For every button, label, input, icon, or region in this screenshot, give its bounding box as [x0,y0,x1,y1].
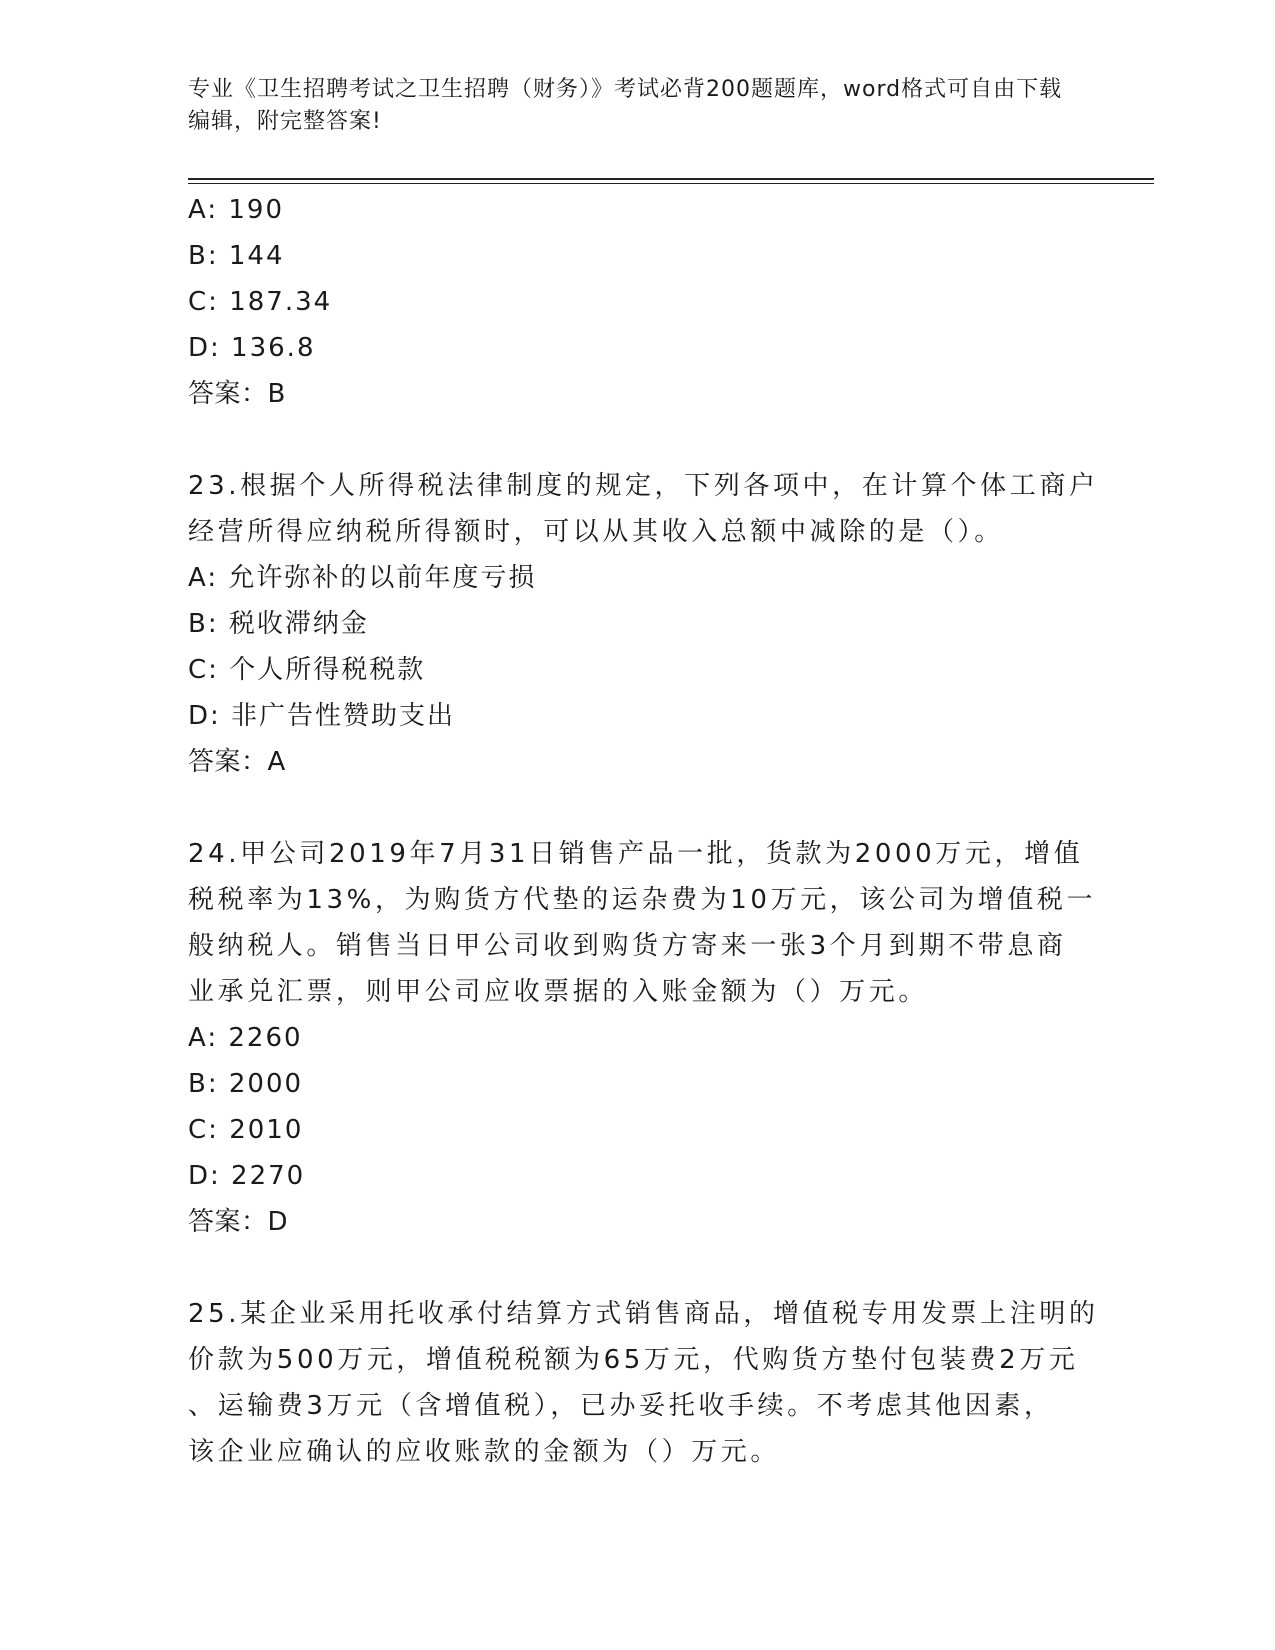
option-d [188,325,1088,371]
question-stem-line: 23.根据个人所得税法律制度的规定，下列各项中，在计算个体工商户 [188,471,1099,501]
option-text: 2010 [229,1115,304,1145]
question-25 [188,1291,1099,1475]
prev-question [188,187,1088,417]
question-stem-line: 经营所得应纳税所得额时，可以从其收入总额中减除的是（）。 [188,517,1004,547]
option-letter: D: [188,333,221,363]
option-b [188,601,1088,647]
option-letter: A: [188,1023,219,1053]
question-stem-line: 、运输费3万元（含增值税），已办妥托收手续。不考虑其他因素， [188,1391,1054,1421]
answer-line: 答案：B [188,379,286,409]
option-letter: C: [188,287,219,317]
option-text: 2000 [228,1069,304,1099]
spacer [188,1245,1088,1291]
option-text: 187.34 [229,287,333,317]
option-letter: D: [188,1161,221,1191]
spacer [188,417,1088,463]
option-text: 136.8 [231,333,316,363]
question-23 [188,463,1099,785]
option-b [188,233,1088,279]
option-text: 个人所得税税款 [229,655,426,685]
option-c [188,1107,1088,1153]
question-stem-line: 税税率为13%，为购货方代垫的运杂费为10万元，该公司为增值税一 [188,885,1097,915]
spacer [188,785,1088,831]
option-text: 非广告性赞助支出 [231,701,456,731]
option-text: 税收滞纳金 [228,609,369,639]
header-rule-thick [188,178,1154,180]
option-a [188,555,1088,601]
question-stem-line: 业承兑汇票，则甲公司应收票据的入账金额为（）万元。 [188,977,929,1007]
option-letter: B: [188,609,219,639]
question-stem-line: 24.甲公司2019年7月31日销售产品一批，货款为2000万元，增值 [188,839,1084,869]
option-c [188,647,1088,693]
option-letter: A: [188,195,219,225]
question-stem-line: 25.某企业采用托收承付结算方式销售商品，增值税专用发票上注明的 [188,1299,1099,1329]
content-body [188,187,1099,1475]
option-text: 2270 [231,1161,306,1191]
option-d [188,1153,1088,1199]
option-letter: D: [188,701,221,731]
option-d [188,693,1088,739]
option-b [188,1061,1088,1107]
question-stem-line: 该企业应确认的应收账款的金额为（）万元。 [188,1437,781,1467]
answer-line: 答案：A [188,747,286,777]
answer-line: 答案：D [188,1207,289,1237]
option-a [188,187,1088,233]
option-letter: B: [188,241,219,271]
option-text: 允许弥补的以前年度亏损 [228,563,537,593]
option-text: 144 [228,241,285,271]
question-stem-line: 价款为500万元，增值税税额为65万元，代购货方垫付包装费2万元 [188,1345,1079,1375]
document-header: 专业《卫生招聘考试之卫生招聘（财务）》考试必背200题题库，word格式可自由下载编辑，附完整答案! [188,77,1063,134]
option-letter: C: [188,1115,219,1145]
option-c [188,279,1088,325]
option-a [188,1015,1088,1061]
question-stem-line: 般纳税人。销售当日甲公司收到购货方寄来一张3个月到期不带息商 [188,931,1067,961]
question-24 [188,831,1097,1245]
option-letter: B: [188,1069,219,1099]
option-text: 190 [228,195,284,225]
option-letter: C: [188,655,219,685]
option-letter: A: [188,563,219,593]
option-text: 2260 [228,1023,303,1053]
header-rule-thin [188,183,1154,184]
